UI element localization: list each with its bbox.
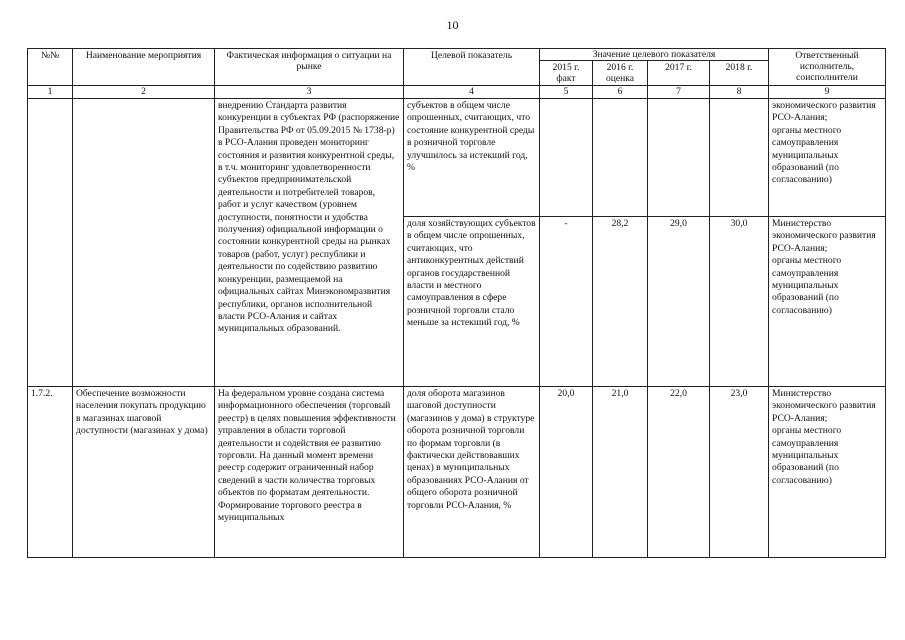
- value-2018: 30,0: [710, 217, 769, 387]
- header-measure-name: Наименование мероприятия: [73, 49, 215, 86]
- measures-table: [27, 48, 886, 558]
- fact-info: На федеральном уровне создана система информационного обеспечения (торговый реестр) в целях повышения эффективности управления в области торговой деятельности и содействия ее развитию торговли. На данный момент времени реестр содержит ограниченный набор сведений в части количества торговых объектов по форматам деятельности. Формирование торгового реестра в муниципальных: [215, 387, 404, 558]
- value-2015: -: [540, 217, 593, 387]
- table-row: [28, 387, 886, 558]
- value-2018: [710, 99, 769, 217]
- value-2017: 22,0: [648, 387, 710, 558]
- column-number: 2: [73, 86, 215, 99]
- row-number: 1.7.2.: [28, 387, 73, 558]
- column-number: 9: [769, 86, 886, 99]
- column-number: 1: [28, 86, 73, 99]
- column-numbers-row: [28, 86, 886, 99]
- indicator-text: доля оборота магазинов шаговой доступности (магазинов у дома) в структуре оборота розничной торговли по формам торговли (в фактически действовавших ценах) в муниципальных образованиях РСО-Алания от общего оборота розничной торговли РСО-Алания, %: [404, 387, 540, 558]
- header-number: №№: [28, 49, 73, 86]
- value-2018: 23,0: [710, 387, 769, 558]
- value-2016: 21,0: [593, 387, 648, 558]
- indicator-text: доля хозяйствующих субъектов в общем числе опрошенных, считающих, что антиконкурентных действий органов государственной власти и местного самоуправления в сфере розничной торговли стало меньше за истекший год, %: [404, 217, 540, 387]
- column-number: 4: [404, 86, 540, 99]
- column-number: 7: [648, 86, 710, 99]
- header-responsible: Ответственный исполнитель, соисполнители: [769, 49, 886, 86]
- header-year-2017: 2017 г.: [648, 61, 710, 86]
- value-2016: 28,2: [593, 217, 648, 387]
- column-number: 8: [710, 86, 769, 99]
- responsible: Министерство экономического развития РСО-Алания; органы местного самоуправления муниципальных образований (по согласованию): [769, 217, 886, 387]
- header-target-value: Значение целевого показателя: [540, 49, 769, 61]
- responsible: Министерство экономического развития РСО-Алания; органы местного самоуправления муниципальных образований (по согласованию): [769, 387, 886, 558]
- measure-name: [73, 99, 215, 387]
- header-fact-info: Фактическая информация о ситуации на рынке: [215, 49, 404, 86]
- row-number: [28, 99, 73, 387]
- header-year-2018: 2018 г.: [710, 61, 769, 86]
- page-number: 10: [446, 18, 459, 32]
- measure-name: Обеспечение возможности населения покупать продукцию в магазинах шаговой доступности (магазинах у дома): [73, 387, 215, 558]
- responsible: экономического развития РСО-Алания; органы местного самоуправления муниципальных образований (по согласованию): [769, 99, 886, 217]
- value-2017: [648, 99, 710, 217]
- value-2017: 29,0: [648, 217, 710, 387]
- header-row-1: [28, 49, 886, 61]
- header-year-2016: 2016 г. оценка: [593, 61, 648, 86]
- indicator-text: субъектов в общем числе опрошенных, считающих, что состояние конкурентной среды в розничной торговле улучшилось за истекший год, %: [404, 99, 540, 217]
- fact-info: внедрению Стандарта развития конкуренции в субъектах РФ (распоряжение Правительства РФ от 05.09.2015 № 1738-р) в РСО-Алания проведен мониторинг состояния и развития конкурентной среды, в т.ч. мониторинг удовлетворенности субъектов предпринимательской деятельности и потребителей товаров, работ и услуг качеством (уровнем доступности, понятности и удобства получения) официальной информации о состоянии конкурентной среды на рынках товаров (работ, услуг) республики и деятельности по содействию развитию конкуренции, размещаемой на официальных сайтах Минэкономразвития республики, органов исполнительной власти РСО-Алания и сайтах муниципальных образований.: [215, 99, 404, 387]
- value-2015: 20,0: [540, 387, 593, 558]
- value-2016: [593, 99, 648, 217]
- column-number: 3: [215, 86, 404, 99]
- value-2015: [540, 99, 593, 217]
- table-row: [28, 99, 886, 217]
- header-target-indicator: Целевой показатель: [404, 49, 540, 86]
- column-number: 6: [593, 86, 648, 99]
- header-year-2015: 2015 г. факт: [540, 61, 593, 86]
- column-number: 5: [540, 86, 593, 99]
